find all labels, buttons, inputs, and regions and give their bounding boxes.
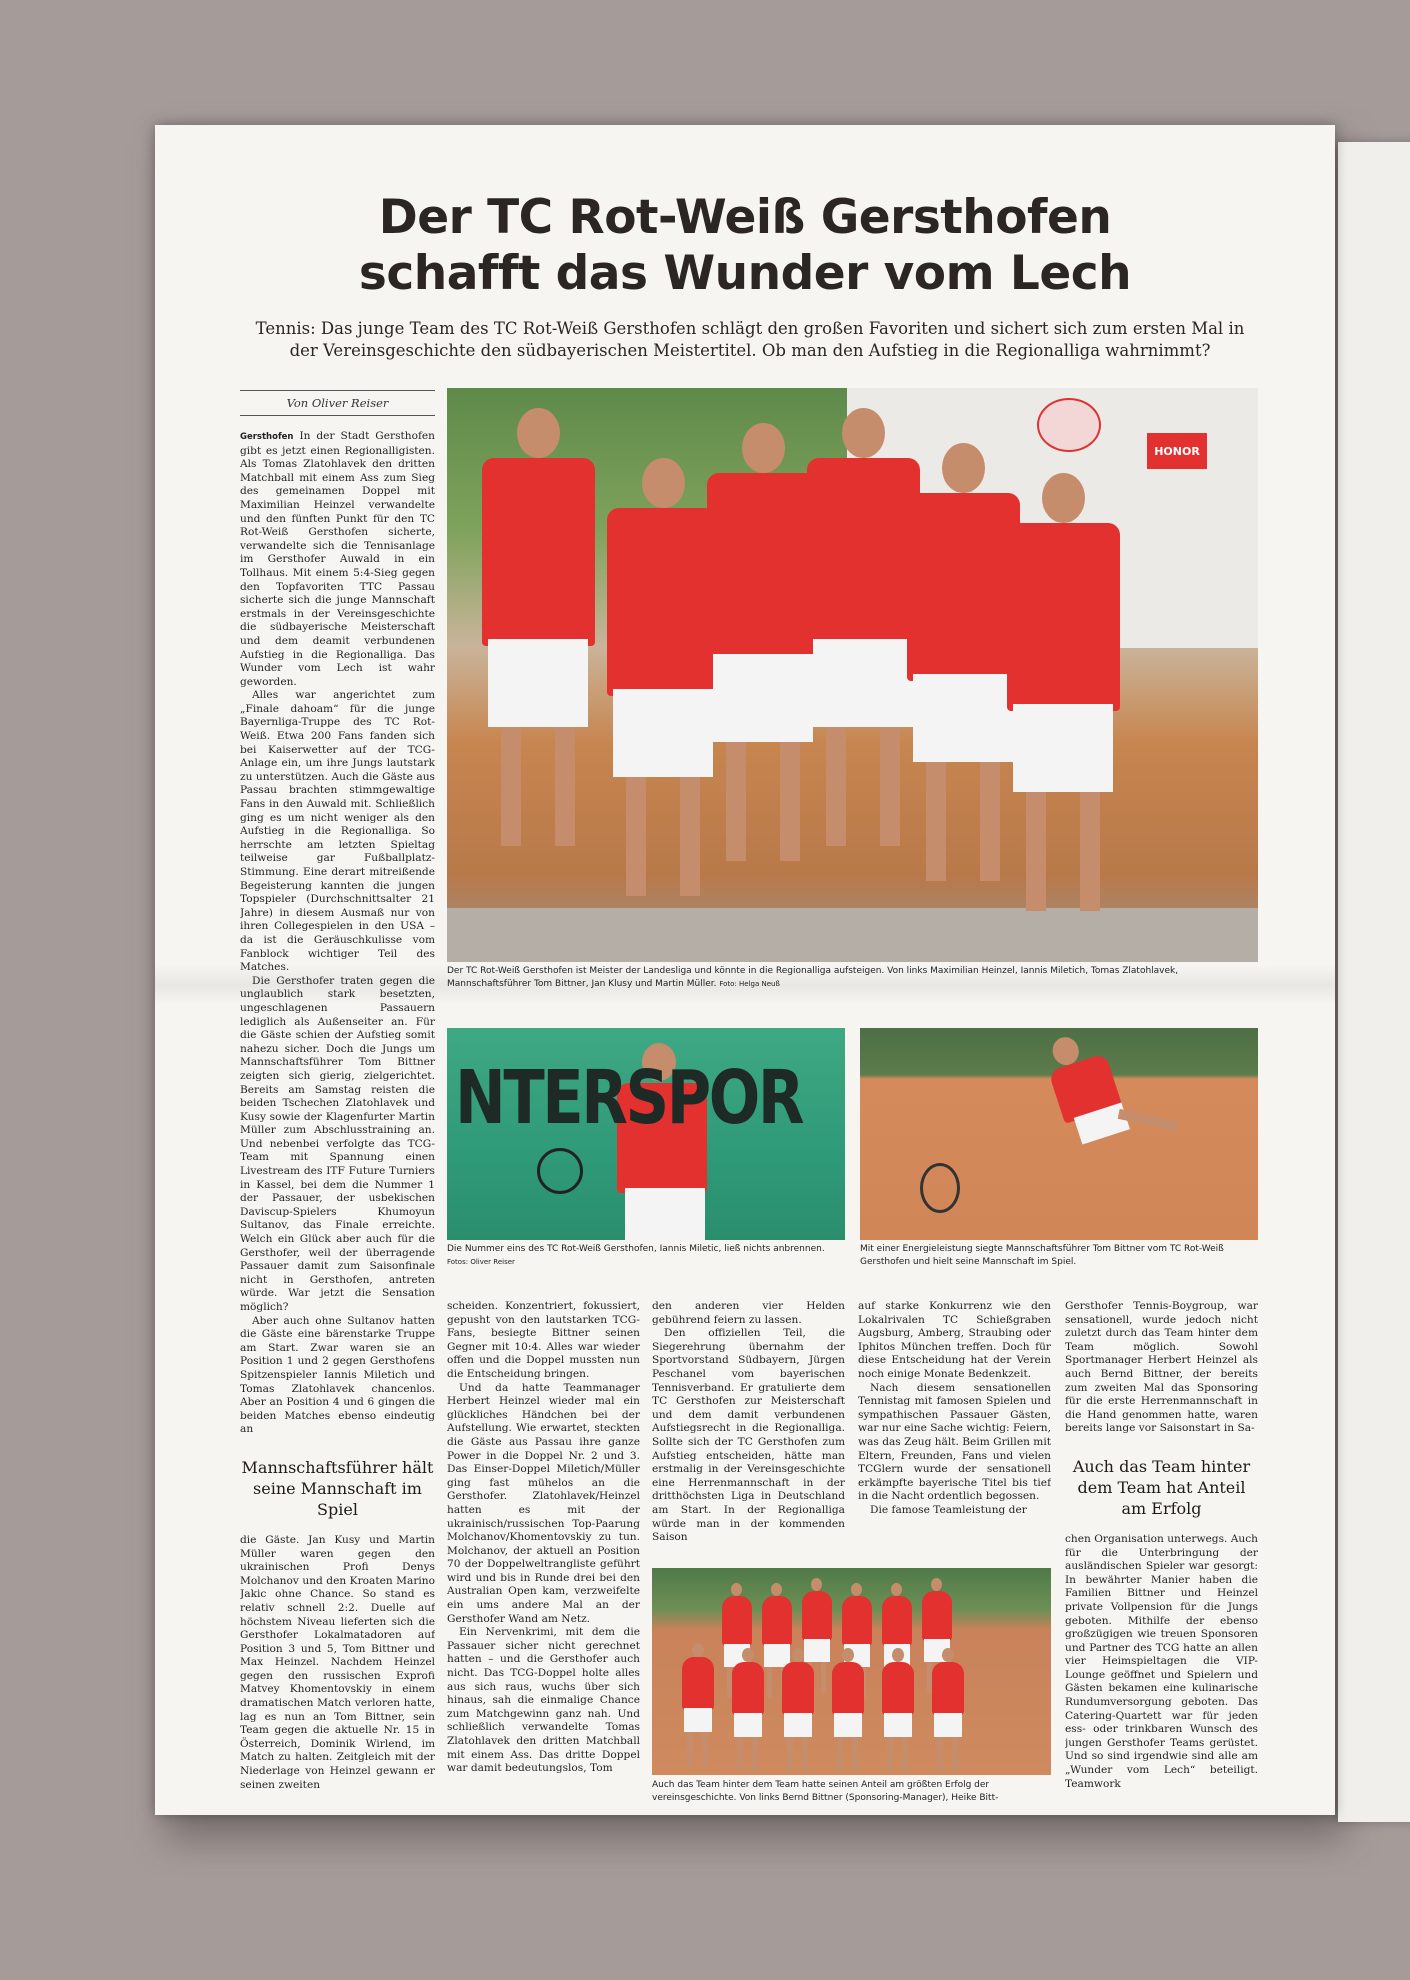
article-column-3: [652, 1300, 845, 1555]
bottom-photo-caption: Auch das Team hinter dem Team hatte seinen Anteil am größten Erfolg der vereinsgeschichte. Von links Bernd Bittner (Sponsoring-Manager), Heike Bitt-: [652, 1780, 999, 1803]
paragraph: scheiden. Konzentriert, fokussiert, gepusht von den lautstarken TCG-Fans, besiegte Bittner seinen Gegner mit 10:4. Alles war wieder offen und die Doppel mussten nun die Entscheidung bringen.: [447, 1300, 640, 1380]
dateline: Gersthofen: [240, 432, 294, 442]
paragraph: Und da hatte Teammanager Herbert Heinzel wieder mal ein glückliches Händchen bei der Aufstellung. Wie erwartet, steckten die Gäste aus Passau ihre ganze Power in die Doppel Nr. 2 und 3. Das Einser-Doppel Miletich/Müller ging fast mühelos an die Gersthofer. Zlatohlavek/Heinzel hatten es mit der ukrainisch/russischen Top-Paarung Molchanov/Khomentovskiy zu tun. Molchanov, der aktuell an Position 70 der Doppelweltrangliste geführt wird und bis in Runde drei bei den Australian Open kam, verzweifelte ein ums andere Mal an der Gersthofer Wand am Netz.: [447, 1381, 640, 1625]
newspaper-page: [155, 125, 1335, 1815]
paragraph: Ein Nervenkrimi, mit dem die Passauer sicher nicht gerechnet hatten – und die Gersthofer auch nicht. Das TCG-Doppel holte alles aus sich raus, wuchs über sich hinaus, sah die einmalige Chance zum Matchgewinn ganz nah. Und schließlich verwandelte Tomas Zlatohlavek den dritten Matchball mit einem Ass. Das dritte Doppel war damit bedeutungslos, Tom: [447, 1626, 640, 1775]
banner-lettering: NTERSPOR: [455, 1055, 803, 1141]
team-photo: [447, 388, 1258, 962]
racket: [537, 1148, 583, 1194]
paragraph: Die Gersthofer traten gegen die unglaublich stark besetzten, ungeschlagenen Passauern lediglich als Außenseiter an. Für die Gäste schien der Aufstieg somit nahezu sicher. Doch die Jungs um Mannschaftsführer Tom Bittner zeigten sich gierig, zielgerichtet. Bereits am Samstag reisten die beiden Tschechen Zlatohlavek und Kusy sowie der Klagenfurter Martin Müller zum Abschlusstraining an. Und nebenbei verfolgte das TCG-Team mit Spannung einen Livestream des ITF Future Turniers in Kassel, bei dem die Nummer 1 der Passauer, der usbekischen Daviscup-Spielers Khumoyun Sultanov, das Finale erreichte. Welch ein Glück aber auch für die Gersthofer, weil der überragende Passauer damit zum Saisonfinale nicht in Gersthofen, antreten würde. War jetzt die Sensation möglich?: [240, 974, 435, 1313]
headline: [155, 190, 1335, 302]
subtitle: Tennis: Das junge Team des TC Rot-Weiß Gersthofen schlägt den großen Favoriten und sichert sich zum ersten Mal in der Vereinsgeschichte den südbayerischen Meistertitel. Ob man den Aufstieg in die Regionalliga wahrnimmt?: [255, 319, 1245, 360]
article-column-5: [1065, 1300, 1258, 1815]
support-team-photo: [652, 1568, 1051, 1775]
paragraph: auf starke Konkurrenz wie den Lokalrivalen TC Schießgraben Augsburg, Amberg, Straubing oder Iphitos München treffen. Doch für diese Entscheidung hat der Verein noch einige Monate Bedenkzeit.: [858, 1300, 1051, 1380]
paragraph: den anderen vier Helden gebührend feiern zu lassen.: [652, 1300, 845, 1326]
headline-line1: Der TC Rot-Weiß Gersthofen: [378, 190, 1112, 245]
paragraph: Nach diesem sensationellen Tennistag mit famosen Spielen und sympathischen Passauer Gästen, war nur eine Sache wichtig: Feiern, was das Zeug hält. Beim Grillen mit Eltern, Freunden, Fans und vielen TCGlern wurde der sensationell erkämpfte bayerische Titel bis tief in die Nacht ordentlich begossen.: [858, 1381, 1051, 1503]
sponsor-heart-logo: [1037, 398, 1101, 452]
paragraph-text: In der Stadt Gersthofen gibt es jetzt einen Regionalligisten. Als Tomas Zlatohlavek den dritten Matchball mit einem Ass zum Sieg des gemeinamen Doppel mit Maximilian Heinzel verwandelte und den fünften Punkt für den TC Rot-Weiß Gersthofen sicherte, verwandelte sich die Tennisanlage im Gersthofer Auwald in ein Tollhaus. Mit einem 5:4-Sieg gegen den Topfavoriten TTC Passau sicherte sich die junge Mannschaft erstmals in der Vereinsgeschichte die südbayerische Meisterschaft und dem deamit verbundenen Aufstieg in die Regionalliga. Das Wunder vom Lech ist wahr geworden.: [240, 430, 435, 688]
paragraph: Alles war angerichtet zum „Finale dahoam“ für die junge Bayernliga-Truppe des TC Rot-Weiß. Etwa 200 Fans fanden sich bei Kaiserwetter auf der TCG-Anlage ein, um ihre Jungs lautstark zu unterstützen. Auch die Gäste aus Passau brachten stimmgewaltige Fans in den Auwald mit. Schließlich ging es um nicht weniger als den Aufstieg in die Regionalliga. So herrschte am letzten Spieltag teilweise gar Fußballplatz-Stimmung. Eine derart mitreißende Begeisterung kannten die jungen Topspieler (Durchschnittsalter 21 Jahre) in diesem Ausmaß nur von ihren Collegespielen in den USA – da ist die Geräuschkulisse vom Fanblock wichtiger Teil des Matches.: [240, 689, 435, 974]
paragraph: [240, 430, 435, 689]
headline-line2: schafft das Wunder vom Lech: [358, 246, 1132, 301]
bittner-photo: [860, 1028, 1258, 1240]
photo-credit: Foto: Helga Neuß: [719, 980, 780, 988]
subheading: Auch das Team hinter dem Team hat Anteil am Erfolg: [1072, 1456, 1251, 1518]
photo-credit: Fotos: Oliver Reiser: [447, 1258, 515, 1266]
paragraph: die Gäste. Jan Kusy und Martin Müller waren gegen den ukrainischen Profi Denys Molchanov und den Kroaten Marino Jakic ohne Chance. So stand es relativ schnell 2:2. Duelle auf höchstem Niveau lieferten sich die Gersthofer Lokalmatadoren auf Position 3 und 5, Tom Bittner und Max Heinzel. Nachdem Heinzel gegen den russischen Exprofi Matvey Khomentovskiy in einem dramatischen Match verloren hatte, lag es nun an Tom Bittner, sein Team gegen die aktuelle Nr. 15 in Österreich, Dominik Wirlend, im Match zu halten. Zeitgleich mit der Niederlage von Heinzel gewann er seinen zweiten: [240, 1533, 435, 1791]
paragraph: chen Organisation unterwegs. Auch für die Unterbringung der ausländischen Spieler war gesorgt: In bewährter Manier haben die Familien Bittner und Heinzel private Vollpension für die Jungs geboten. Mithilfe der ebenso großzügigen wie treuen Sponsoren und Partner des TCG hatte an allen vier Heimspieltagen die VIP-Lounge geöffnet und Spielern und Gästen bekamen eine kulinarische Rundumversorgung geboten. Das Catering-Quartett war für jeden ess- oder trinkbaren Wunsch des jungen Gersthofer Teams gerüstet. Und so sind irgendwie sind alle am „Wunder vom Lech“ beteiligt. Teamwork: [1065, 1532, 1258, 1790]
subheading: Mannschaftsführer hält seine Mannschaft im Spiel: [241, 1457, 434, 1519]
right-photo-caption: Mit einer Energieleistung siegte Mannschaftsführer Tom Bittner vom TC Rot-Weiß Gersthofen und hielt seine Mannschaft im Spiel.: [860, 1244, 1224, 1267]
paragraph: Gersthofer Tennis-Boygroup, war sensationell, wurde jedoch nicht zuletzt durch das Team hinter dem Team möglich. Sowohl Sportmanager Herbert Heinzel als auch Bernd Bittner, der bereits zum zweiten Mal das Sponsoring für die erste Herrenmannschaft in die Hand genommen hatte, waren bereits lange vor Saisonstart in Sa-: [1065, 1300, 1258, 1435]
miletic-photo: [447, 1028, 845, 1240]
left-photo-caption: [447, 1243, 845, 1269]
paragraph: Aber auch ohne Sultanov hatten die Gäste eine bärenstarke Truppe am Start. Zwar waren sie an Position 1 und 2 gegen Gersthofens Spitzenspieler Iannis Miletich und Tomas Zlatohlavek chancenlos. Aber an Position 4 und 6 gingen die beiden Matches ebenso eindeutig an: [240, 1314, 435, 1436]
article-column-4: [858, 1300, 1051, 1555]
caption-text: Der TC Rot-Weiß Gersthofen ist Meister der Landesliga und könnte in die Regionalliga aufsteigen. Von links Maximilian Heinzel, Iannis Miletich, Tomas Zlatohlavek, Mannschaftsführer Tom Bittner, Jan Klusy und Martin Müller.: [447, 966, 1179, 989]
sponsor-logo: HONOR: [1147, 433, 1207, 469]
byline: Von Oliver Reiser: [240, 390, 435, 416]
court-paving: [447, 908, 1258, 962]
main-photo-caption: [447, 965, 1258, 991]
caption-text: Die Nummer eins des TC Rot-Weiß Gersthofen, Iannis Miletic, ließ nichts anbrennen.: [447, 1244, 825, 1254]
article-column-2: [447, 1300, 640, 1815]
next-page-edge: [1338, 142, 1410, 1822]
racket: [920, 1163, 960, 1213]
paragraph: Die famose Teamleistung der: [870, 1503, 1027, 1516]
article-column-1: [240, 430, 435, 1815]
paragraph: Den offiziellen Teil, die Siegerehrung übernahm der Sportvorstand Südbayern, Jürgen Peschanel vom bayerischen Tennisverband. Er gratulierte dem TC Gersthofen zur Meisterschaft und dem damit verbundenen Aufstiegsrecht in die Regionalliga. Sollte sich der TC Gersthofen zum Aufstieg entscheiden, hätte man erstmalig in der Vereinsgeschichte eine Herrenmannschaft in der dritthöchsten Liga in Deutschland am Start. In der Regionalliga würde man in der kommenden Saison: [652, 1327, 845, 1544]
